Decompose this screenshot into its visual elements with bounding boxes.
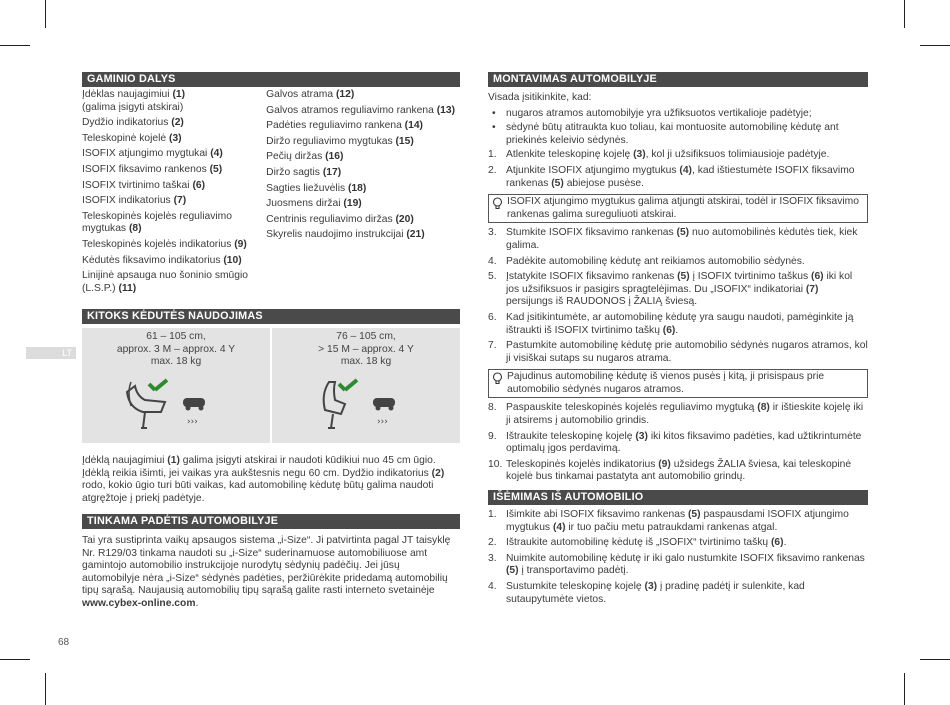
- part-item: [82, 164, 266, 177]
- part-item: [82, 195, 266, 208]
- checklist-item: • nugaros atramos automobilyje yra užfiksuotos vertikalioje padėtyje;: [488, 108, 868, 121]
- part-number: (2): [171, 117, 184, 129]
- part-reference: (4): [679, 164, 692, 176]
- part-number: (1): [172, 89, 186, 100]
- step-text: paspausdami ISOFIX atjungimo mygtukus: [506, 509, 849, 533]
- part-label: ISOFIX indikatorius: [82, 195, 174, 207]
- part-label: Padėties reguliavimo rankena: [266, 120, 405, 132]
- usage-size: 61 – 105 cm,: [146, 331, 206, 342]
- parts-list: [82, 89, 460, 298]
- crop-mark: [0, 45, 30, 46]
- step-text: Teleskopinės kojelės indikatorius: [506, 458, 659, 470]
- part-number: (9): [234, 238, 247, 250]
- step-item: [488, 312, 868, 337]
- step-text: .: [675, 324, 679, 336]
- crop-mark: [904, 673, 905, 705]
- step-text: Pastumkite automobilinę kėdutę prie automobilio sėdynės nugaros atramos, kol ji visiškai sutaps su nugaros atrama.: [506, 340, 868, 364]
- usage-table: [82, 328, 460, 443]
- step-text: Išimkite abi ISOFIX fiksavimo rankenas: [506, 509, 688, 521]
- step-text: Atjunkite ISOFIX atjungimo mygtukus: [506, 164, 680, 176]
- part-item: [266, 136, 460, 149]
- info-note: Pajudinus automobilinę kėdutę iš vienos pusės į kitą, ji prisispaus prie automobilio sėdynės nugaros atramos.: [488, 369, 868, 398]
- lightbulb-icon: [492, 197, 503, 210]
- part-number: (5): [209, 163, 223, 175]
- part-item: [82, 255, 266, 268]
- part-item: [82, 180, 266, 193]
- step-text: abiejose pusėse.: [563, 177, 644, 189]
- step-text: ir ištieskite kojelę iki ji atsirems į automobilio grindis.: [506, 402, 864, 427]
- step-number: 2.: [488, 537, 497, 549]
- step-number: 4.: [488, 255, 497, 267]
- part-item: [266, 214, 460, 227]
- part-label: Teleskopinės kojelės reguliavimo mygtukas: [82, 210, 232, 235]
- step-text: užsidegs ŽALIA šviesa, kai teleskopinė kojelė bus tinkamai pastatyta ant automobilio grindų.: [506, 458, 852, 483]
- part-item: [82, 89, 266, 114]
- part-reference: (4): [552, 521, 566, 533]
- step-number: 3.: [488, 227, 497, 239]
- crop-mark: [920, 45, 950, 46]
- part-label: Galvos atramos reguliavimo rankena: [266, 104, 437, 116]
- step-number: 2.: [488, 164, 497, 176]
- section-header-parts: GAMINIO DALYS: [82, 72, 460, 87]
- install-steps: [488, 227, 868, 365]
- crop-mark: [45, 0, 46, 28]
- step-item: [488, 537, 868, 550]
- forward-facing-seat-icon: [311, 372, 421, 436]
- step-item: [488, 431, 868, 456]
- part-label: Juosmens diržai: [266, 198, 344, 210]
- part-item: [82, 117, 266, 130]
- part-number: (16): [325, 151, 344, 163]
- part-number: (17): [322, 166, 342, 178]
- step-number: 8.: [488, 402, 497, 414]
- step-text: į pradinę padėtį ir sulenkite, kad sutaupytumėte vietos.: [506, 581, 805, 605]
- page-number: 68: [58, 637, 70, 648]
- part-item: [266, 151, 460, 164]
- usage-cell-forward: [271, 328, 460, 443]
- install-intro: Visada įsitikinkite, kad:: [488, 92, 592, 103]
- part-label: ISOFIX tvirtinimo taškai: [82, 179, 193, 191]
- website-link[interactable]: www.cybex-online.com: [82, 597, 196, 609]
- part-reference: (9): [658, 458, 671, 470]
- install-steps: [488, 149, 868, 190]
- part-number: (12): [335, 89, 355, 100]
- right-column: [488, 72, 868, 609]
- part-item: [266, 89, 460, 102]
- part-label: ISOFIX fiksavimo rankenos: [82, 163, 210, 175]
- lightbulb-icon: [492, 372, 503, 385]
- step-text: Stumkite ISOFIX fiksavimo rankenas: [506, 227, 677, 239]
- language-tab: LT: [26, 347, 76, 359]
- part-label: Teleskopinė kojelė: [82, 132, 170, 144]
- part-label: Centrinis reguliavimo diržas: [266, 213, 396, 225]
- part-item: [266, 229, 460, 242]
- part-label: Skyrelis naudojimo instrukcijai: [266, 229, 407, 241]
- parts-column-1: [82, 89, 266, 298]
- part-reference: (3): [644, 581, 658, 592]
- part-reference: (5): [677, 271, 690, 283]
- step-number: 3.: [488, 552, 497, 564]
- step-text: nuo automobilinės kėdutės tiek, kiek galima.: [506, 227, 858, 251]
- part-number: (20): [395, 213, 414, 225]
- step-text: ir tuo pačiu metu patraukdami rankenas atgal.: [565, 521, 778, 533]
- step-item: [488, 553, 868, 578]
- part-number: (8): [128, 223, 142, 235]
- part-label: Sagties liežuvėlis: [266, 182, 348, 194]
- step-number: 1.: [488, 509, 497, 521]
- part-item: [82, 270, 266, 295]
- step-item: [488, 509, 868, 534]
- step-number: 1.: [488, 149, 497, 161]
- part-label: Pečių diržas: [266, 151, 326, 163]
- part-label: Dydžio indikatorius: [82, 117, 172, 129]
- part-reference: (6): [662, 324, 676, 336]
- checklist-item: • sėdynė būtų atitraukta kuo toliau, kai montuosite automobilinę kėdutę ant priekinės keleivio sėdynės.: [488, 122, 868, 147]
- crop-mark: [45, 673, 46, 705]
- step-number: 6.: [488, 311, 497, 323]
- parts-column-2: [266, 89, 460, 298]
- step-text: į ISOFIX tvirtinimo taškus: [689, 271, 812, 283]
- part-number: (19): [343, 198, 362, 210]
- step-item: [488, 271, 868, 309]
- part-number: (14): [404, 120, 423, 132]
- step-text: Padėkite automobilinę kėdutę ant reikiamos automobilio sėdynės.: [506, 255, 805, 267]
- step-text: į transportavimo padėtį.: [518, 565, 629, 577]
- part-label: Galvos atrama: [266, 89, 336, 100]
- part-item: [266, 120, 460, 133]
- step-item: [488, 256, 868, 269]
- usage-weight: max. 18 kg: [340, 356, 392, 368]
- step-item: [488, 402, 868, 427]
- install-steps: [488, 402, 868, 484]
- part-item: [266, 105, 460, 118]
- part-number: (7): [173, 195, 187, 207]
- part-reference: (7): [805, 283, 819, 295]
- part-label: Diržo sagtis: [266, 166, 323, 178]
- section-header-usage: KITOKS KĖDUTĖS NAUDOJIMAS: [82, 309, 460, 324]
- step-text: iki kitos fiksavimo padėties, kad užtikrintumėte optimalų įgos perdavimą.: [506, 430, 862, 455]
- part-number: (11): [118, 282, 137, 294]
- part-label: Diržo reguliavimo mygtukas: [266, 135, 396, 147]
- part-number: (13): [436, 104, 456, 116]
- part-item: [82, 239, 266, 252]
- part-label: Įdėklas naujagimiui: [82, 89, 173, 100]
- step-text: Kad įsitikintumėte, ar automobilinę kėdutę yra saugu naudoti, pamėginkite ją ištraukti iš ISOFIX tvirtinimo taškų: [506, 311, 854, 336]
- part-item: [266, 183, 460, 196]
- step-item: [488, 581, 868, 606]
- step-item: [488, 340, 868, 365]
- step-text: Ištraukite automobilinę kėdutę iš „ISOFIX“ tvirtinimo taškų: [506, 537, 771, 549]
- part-number: (18): [348, 182, 367, 194]
- usage-age: approx. 3 M – approx. 4 Y: [116, 343, 236, 355]
- usage-size: 76 – 105 cm,: [336, 331, 396, 342]
- part-reference: (5): [676, 227, 690, 239]
- removal-steps: [488, 509, 868, 606]
- step-item: [488, 149, 868, 162]
- part-label: ISOFIX atjungimo mygtukai: [82, 148, 211, 160]
- step-number: 9.: [488, 430, 497, 442]
- part-label: Linijinė apsauga nuo šoninio smūgio (L.S.P.): [82, 270, 249, 294]
- section-header-position: TINKAMA PADĖTIS AUTOMOBILYJE: [82, 514, 460, 529]
- part-reference: (8): [757, 402, 770, 414]
- step-text: , kad ištiestumėte ISOFIX fiksavimo rankenas: [506, 164, 855, 189]
- step-text: Įstatykite ISOFIX fiksavimo rankenas: [506, 271, 678, 283]
- part-number: (21): [406, 229, 425, 241]
- step-number: 5.: [488, 271, 497, 283]
- part-number: (15): [395, 135, 414, 147]
- part-reference: (6): [811, 271, 824, 283]
- section-header-install: MONTAVIMAS AUTOMOBILYJE: [488, 72, 868, 87]
- svg-text:›››: ›››: [187, 416, 198, 427]
- part-reference: (3): [635, 430, 648, 442]
- step-text: Sustumkite teleskopinę kojelę: [506, 581, 645, 592]
- step-text: iki kol jos užsifiksuos ir pasigirs spragtelėjimas. Du „ISOFIX“ indikatoriai: [506, 271, 853, 295]
- usage-text: Įdėklą naujagimiui (1) galima įsigyti atskirai ir naudoti kūdikiui nuo 45 cm ūgio. Įdėklą reikia išimti, jei vaikas yra aukštesnis negu 60 cm. Dydžio indikatorius (2) rodo, kokio ūgio turi būti vaikas, kad automobilinę kėdutę būtų galima naudoti atgręžtoje į priekį padėtyje.: [82, 455, 445, 504]
- step-number: 10.: [488, 458, 503, 470]
- part-label: Teleskopinės kojelės indikatorius: [82, 238, 235, 250]
- step-item: [488, 459, 868, 484]
- crop-mark: [904, 0, 905, 28]
- step-text: .: [783, 537, 787, 549]
- step-text: Atlenkite teleskopinę kojelę: [506, 149, 634, 161]
- rear-facing-seat-icon: [121, 372, 231, 436]
- usage-cell-rear: [82, 328, 271, 443]
- install-checklist: [488, 108, 868, 148]
- part-note: (galima įsigyti atskirai): [82, 101, 184, 113]
- svg-text:›››: ›››: [377, 416, 388, 427]
- left-column: [82, 72, 460, 609]
- part-item: [266, 167, 460, 180]
- part-label: Kėdutės fiksavimo indikatorius: [82, 254, 224, 266]
- part-item: [82, 133, 266, 146]
- step-item: [488, 165, 868, 190]
- part-item: [266, 198, 460, 211]
- part-reference: (6): [770, 537, 784, 549]
- step-text: Nuimkite automobilinę kėdutę ir iki galo nustumkite ISOFIX fiksavimo rankenas: [506, 552, 865, 564]
- part-reference: (5): [506, 565, 519, 577]
- part-number: (4): [210, 148, 223, 160]
- step-number: 4.: [488, 581, 497, 592]
- step-item: [488, 227, 868, 252]
- part-number: (3): [169, 132, 182, 144]
- part-reference: (3): [633, 149, 646, 161]
- part-item: [82, 148, 266, 161]
- step-text: Ištraukite teleskopinę kojelę: [506, 430, 636, 442]
- part-number: (10): [223, 254, 242, 266]
- info-note: ISOFIX atjungimo mygtukus galima atjungti atskirai, todėl ir ISOFIX fiksavimo rankenas galima sureguliuoti atskirai.: [488, 194, 868, 223]
- position-text: Tai yra sustiprinta vaikų apsaugos sistema „i-Size“. Ji patvirtinta pagal JT taisyklę Nr. R129/03 tinkama naudoti su „i-Size“ suderinamuose automobiliuose amt gamintojo automobilio instrukcijoje nurodytų sėdynių padėčių. Jei jūsų automobilyje nėra „i-Size“ sėdynės padėties, peržiūrėkite pridedamą automobilių tipų sąrašą. Naujausią automobilių tipų sąrašą galite rasti interneto svetainėje www.cybex-online.com.: [82, 535, 451, 609]
- step-text: Paspauskite teleskopinės kojelės reguliavimo mygtuką: [506, 402, 758, 414]
- crop-mark: [920, 659, 950, 660]
- part-reference: (5): [687, 509, 701, 521]
- part-item: [82, 211, 266, 236]
- step-number: 7.: [488, 340, 497, 352]
- step-text: persijungs iš RAUDONOS į ŽALIĄ šviesą.: [506, 296, 698, 308]
- usage-weight: max. 18 kg: [150, 356, 202, 368]
- usage-age: > 15 M – approx. 4 Y: [318, 343, 414, 355]
- crop-mark: [0, 659, 30, 660]
- part-reference: (5): [551, 177, 564, 189]
- step-text: , kol ji užsifiksuos tolimiausioje padėtyje.: [645, 149, 830, 161]
- part-number: (6): [192, 179, 206, 191]
- section-header-removal: IŠĖMIMAS IŠ AUTOMOBILIO: [488, 490, 868, 505]
